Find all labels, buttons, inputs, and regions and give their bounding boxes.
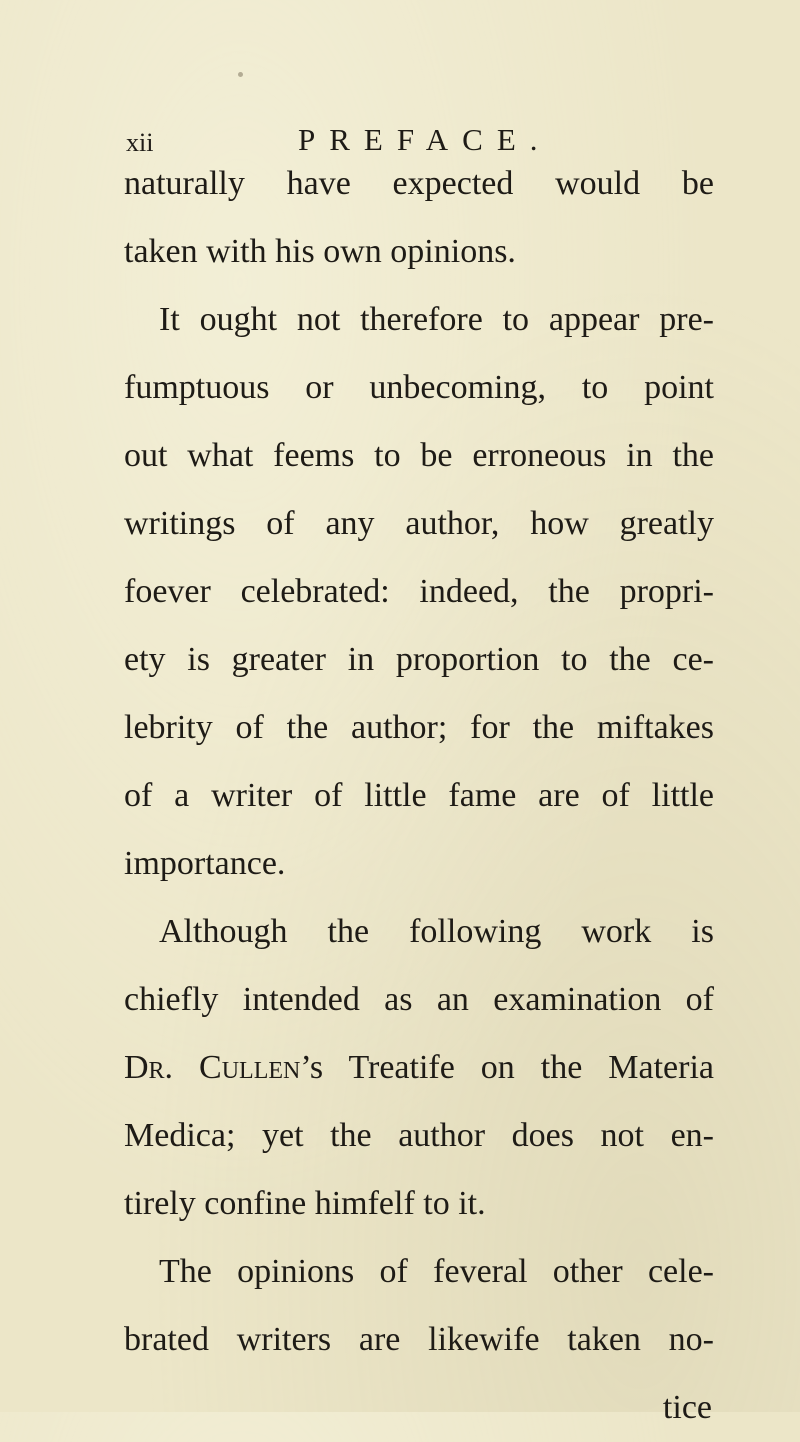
body-text (124, 150, 714, 1442)
text-line: naturally have expected would be (124, 165, 714, 202)
text-line: The opinions of feveral other cele- (159, 1253, 714, 1290)
text-line: importance. (124, 845, 286, 882)
text-line: Medica; yet the author does not en- (124, 1117, 714, 1154)
text-line: chiefly intended as an examination of (124, 981, 714, 1018)
author-name-dr-cullen: Dr. Cullen (124, 1049, 301, 1086)
text-line: of a writer of little fame are of little (124, 777, 714, 814)
paper-speck (238, 72, 243, 77)
text-line: It ought not therefore to appear pre- (159, 301, 714, 338)
text-line: foever celebrated: indeed, the propri- (124, 573, 714, 610)
text-line: ety is greater in proportion to the ce- (124, 641, 714, 678)
text-line: Although the following work is (159, 913, 714, 950)
text-line: tirely confine himfelf to it. (124, 1185, 486, 1222)
text-line: out what feems to be erroneous in the (124, 437, 714, 474)
catchword: tice (662, 1389, 712, 1426)
text-line-remainder: Treatife on the Materia (348, 1049, 715, 1086)
text-line-cullen (124, 1034, 714, 1102)
text-line: taken with his own opinions. (124, 233, 516, 270)
author-name-possessive: ’s (300, 1049, 324, 1086)
running-head: PREFACE. (298, 122, 552, 157)
text-line: brated writers are likewife taken no- (124, 1321, 714, 1358)
text-line: writings of any author, how greatly (124, 505, 714, 542)
text-line: lebrity of the author; for the miftakes (124, 709, 714, 746)
text-line: fumptuous or unbecoming, to point (124, 369, 714, 406)
page-number: xii (126, 128, 154, 157)
